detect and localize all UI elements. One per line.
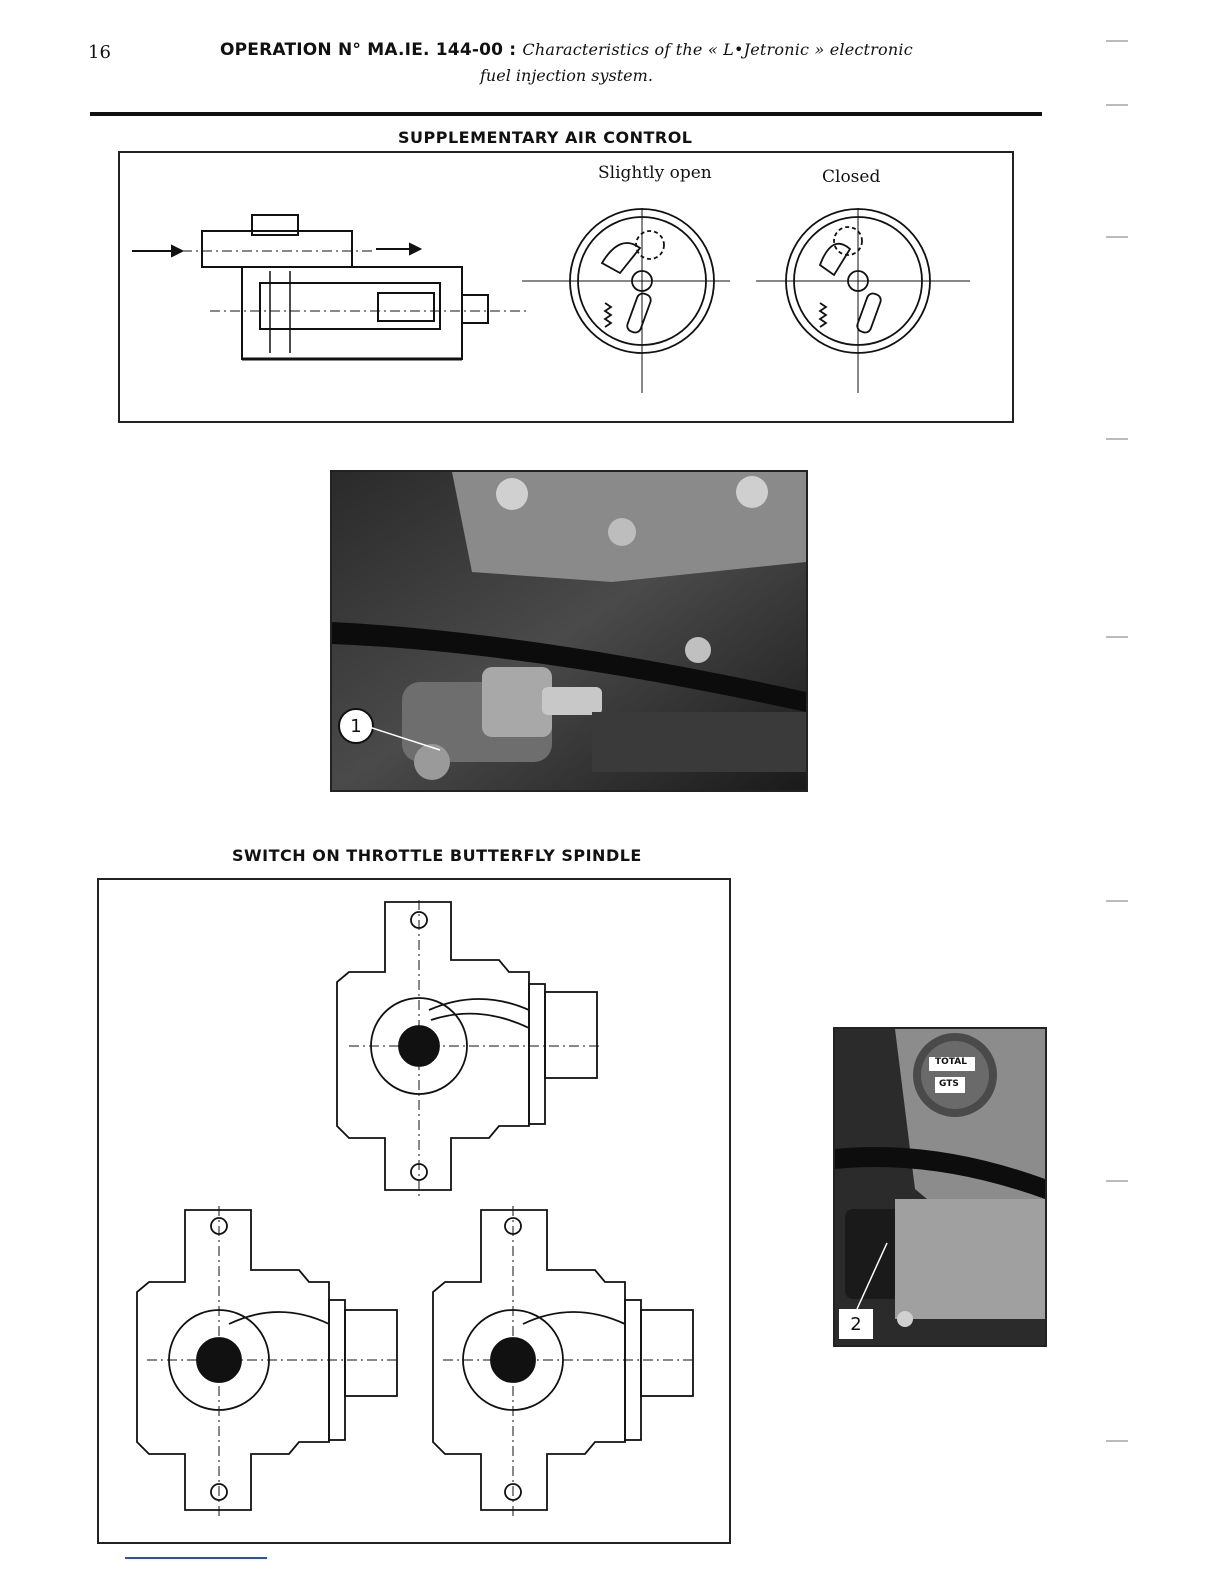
callout-1-leader (366, 724, 446, 754)
operation-label: OPERATION N° MA.IE. 144-00 : (220, 40, 517, 60)
disc-slightly-open (522, 208, 730, 393)
label-closed: Closed (822, 167, 881, 187)
engine-photo-switch (833, 1027, 1047, 1347)
disc-closed (756, 208, 970, 393)
edge-mark (1106, 1440, 1128, 1442)
cap-badge: TOTAL (935, 1057, 967, 1067)
edge-mark (1106, 104, 1128, 106)
switch-bottom-left (137, 1206, 399, 1520)
air-valve-drawing (120, 153, 1012, 421)
edge-mark (1106, 900, 1128, 902)
edge-mark (1106, 40, 1128, 42)
page-number: 16 (88, 42, 111, 63)
edge-mark (1106, 1180, 1128, 1182)
callout-1-label: 1 (350, 715, 362, 737)
edge-mark (1106, 636, 1128, 638)
edge-mark (1106, 236, 1128, 238)
label-slightly-open: Slightly open (598, 163, 712, 183)
throttle-switch-title: SWITCH ON THROTTLE BUTTERFLY SPINDLE (232, 846, 642, 865)
throttle-switch-diagram (97, 878, 731, 1544)
operation-title-line2: fuel injection system. (480, 66, 653, 85)
switch-top (337, 900, 599, 1200)
edge-mark (1106, 438, 1128, 440)
callout-2-marker (839, 1309, 873, 1339)
supplementary-air-title: SUPPLEMENTARY AIR CONTROL (398, 128, 693, 147)
callout-2-label: 2 (850, 1313, 862, 1335)
header-rule (90, 112, 1042, 116)
operation-title (220, 40, 913, 60)
switch-bottom-right (433, 1206, 697, 1520)
footer-rule (125, 1557, 267, 1559)
engine-photo-valve (330, 470, 808, 792)
operation-title-line1: Characteristics of the « L•Jetronic » electronic (522, 40, 913, 59)
supplementary-air-diagram (118, 151, 1014, 423)
cap-label: GTS (939, 1079, 959, 1089)
throttle-switch-drawing (99, 880, 729, 1542)
callout-2-leader (853, 1241, 893, 1311)
